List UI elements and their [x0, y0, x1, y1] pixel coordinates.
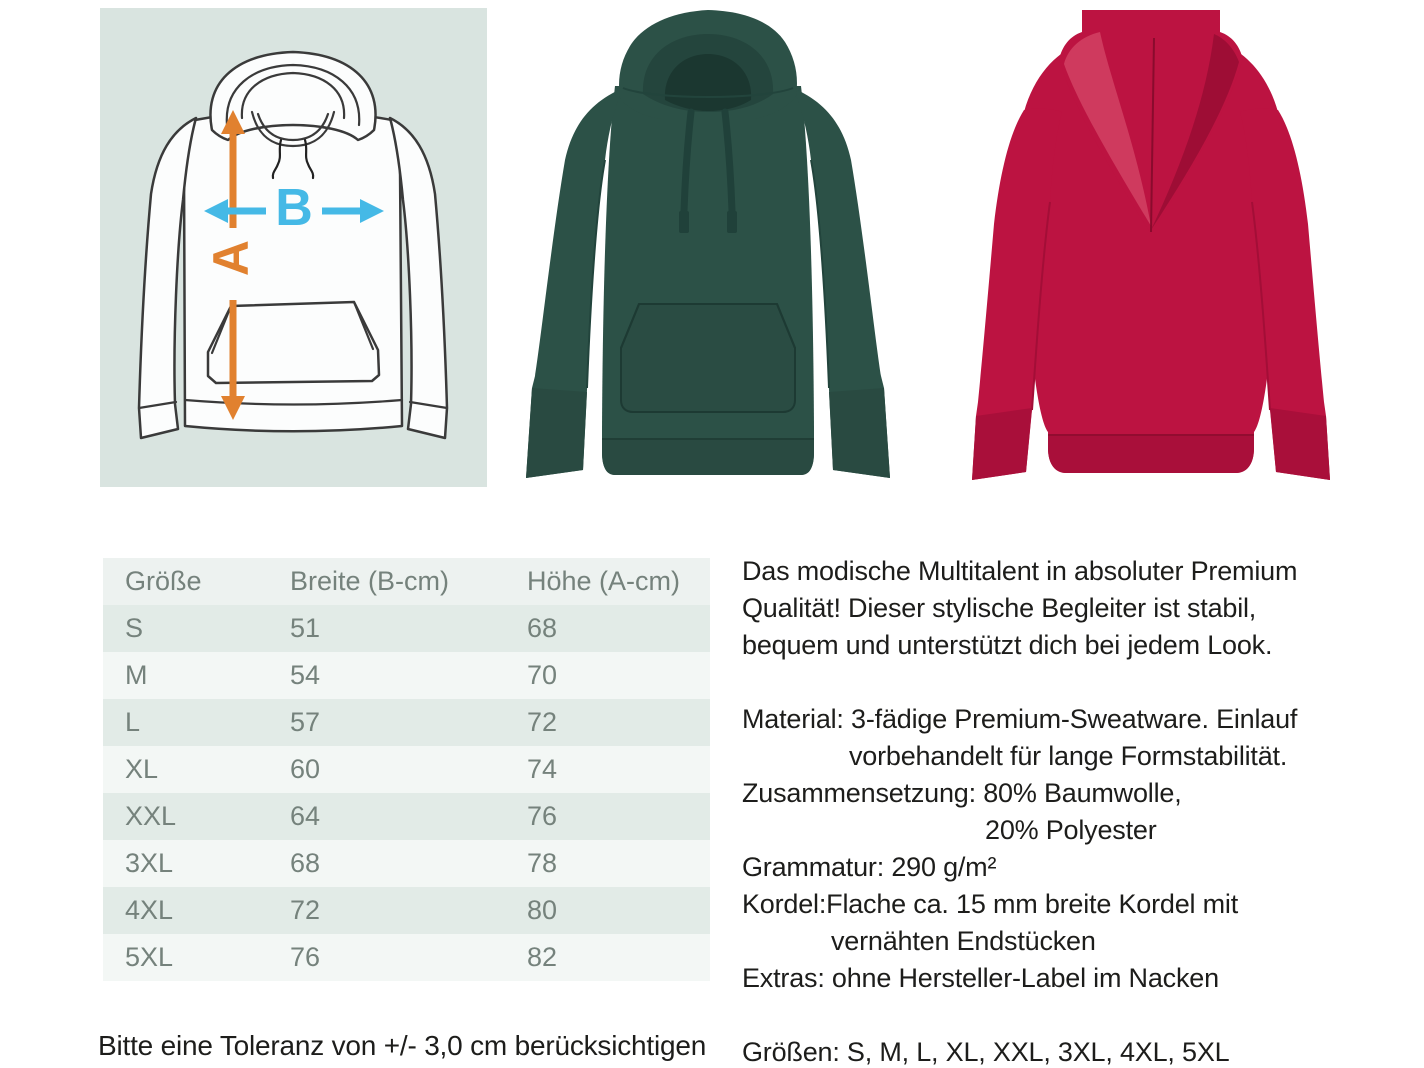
description-line: 20% Polyester [985, 815, 1157, 845]
cell-breite: 76 [290, 942, 321, 972]
table-row [103, 605, 710, 652]
col-header-breite: Breite (B-cm) [290, 566, 450, 596]
product-description [742, 553, 1412, 1068]
back-hem-band [1048, 434, 1254, 473]
cell-size: 4XL [125, 895, 174, 925]
product-front-image [493, 8, 925, 486]
description-line: Das modische Multitalent in absoluter Premium [742, 556, 1298, 586]
table-row [103, 887, 710, 934]
description-line: vorbehandelt für lange Formstabilität. [849, 741, 1288, 771]
table-row [103, 746, 710, 793]
size-table [103, 558, 710, 981]
hoodie-measurement-diagram [100, 8, 487, 487]
table-row [103, 840, 710, 887]
description-line: bequem und unterstützt dich bei jedem Look. [742, 630, 1273, 660]
cell-hoehe: 72 [527, 707, 558, 737]
cell-hoehe: 68 [527, 613, 558, 643]
cell-breite: 60 [290, 754, 321, 784]
cell-hoehe: 74 [527, 754, 558, 784]
cell-hoehe: 76 [527, 801, 558, 831]
cell-breite: 54 [290, 660, 321, 690]
kangaroo-pocket [621, 304, 795, 412]
cell-hoehe: 80 [527, 895, 558, 925]
col-header-hoehe: Höhe (A-cm) [527, 566, 681, 596]
size-diagram-panel [100, 8, 487, 487]
size-table-header [103, 558, 710, 605]
cell-hoehe: 78 [527, 848, 558, 878]
description-line-material: Material: 3-fädige Premium-Sweatware. Einlauf [742, 704, 1298, 734]
col-header-groesse: Größe [125, 566, 202, 596]
description-line-extras: Extras: ohne Hersteller-Label im Nacken [742, 963, 1219, 993]
cell-size: 3XL [125, 848, 174, 878]
front-left-cuff [526, 388, 587, 478]
table-row [103, 699, 710, 746]
back-left-cuff [972, 408, 1032, 480]
cell-size: 5XL [125, 942, 174, 972]
table-row [103, 652, 710, 699]
cell-size: XL [125, 754, 159, 784]
measure-label-b: B [275, 179, 313, 237]
cell-breite: 51 [290, 613, 321, 643]
cell-breite: 64 [290, 801, 321, 831]
back-right-cuff [1270, 408, 1330, 480]
cell-size: S [125, 613, 144, 643]
table-row [103, 934, 710, 981]
description-line-groessen: Größen: S, M, L, XL, XXL, 3XL, 4XL, 5XL [742, 1037, 1230, 1067]
description-line-grammatur: Grammatur: 290 g/m² [742, 852, 997, 882]
table-row [103, 793, 710, 840]
cell-hoehe: 70 [527, 660, 558, 690]
cell-size: L [125, 707, 141, 737]
cell-size: M [125, 660, 148, 690]
front-hem-band [602, 438, 814, 475]
description-line-zusammensetzung: Zusammensetzung: 80% Baumwolle, [742, 778, 1182, 808]
cell-breite: 57 [290, 707, 321, 737]
cell-breite: 68 [290, 848, 321, 878]
cell-hoehe: 82 [527, 942, 558, 972]
description-line: vernähten Endstücken [831, 926, 1096, 956]
description-line-kordel: Kordel:Flache ca. 15 mm breite Kordel mit [742, 889, 1239, 919]
front-right-cuff [829, 388, 890, 478]
cell-size: XXL [125, 801, 177, 831]
tolerance-note: Bitte eine Toleranz von +/- 3,0 cm berücksichtigen [98, 1030, 707, 1061]
measure-label-a: A [203, 239, 259, 277]
cell-breite: 72 [290, 895, 321, 925]
description-line: Qualität! Dieser stylische Begleiter ist stabil, [742, 593, 1257, 623]
product-back-image [960, 4, 1372, 486]
